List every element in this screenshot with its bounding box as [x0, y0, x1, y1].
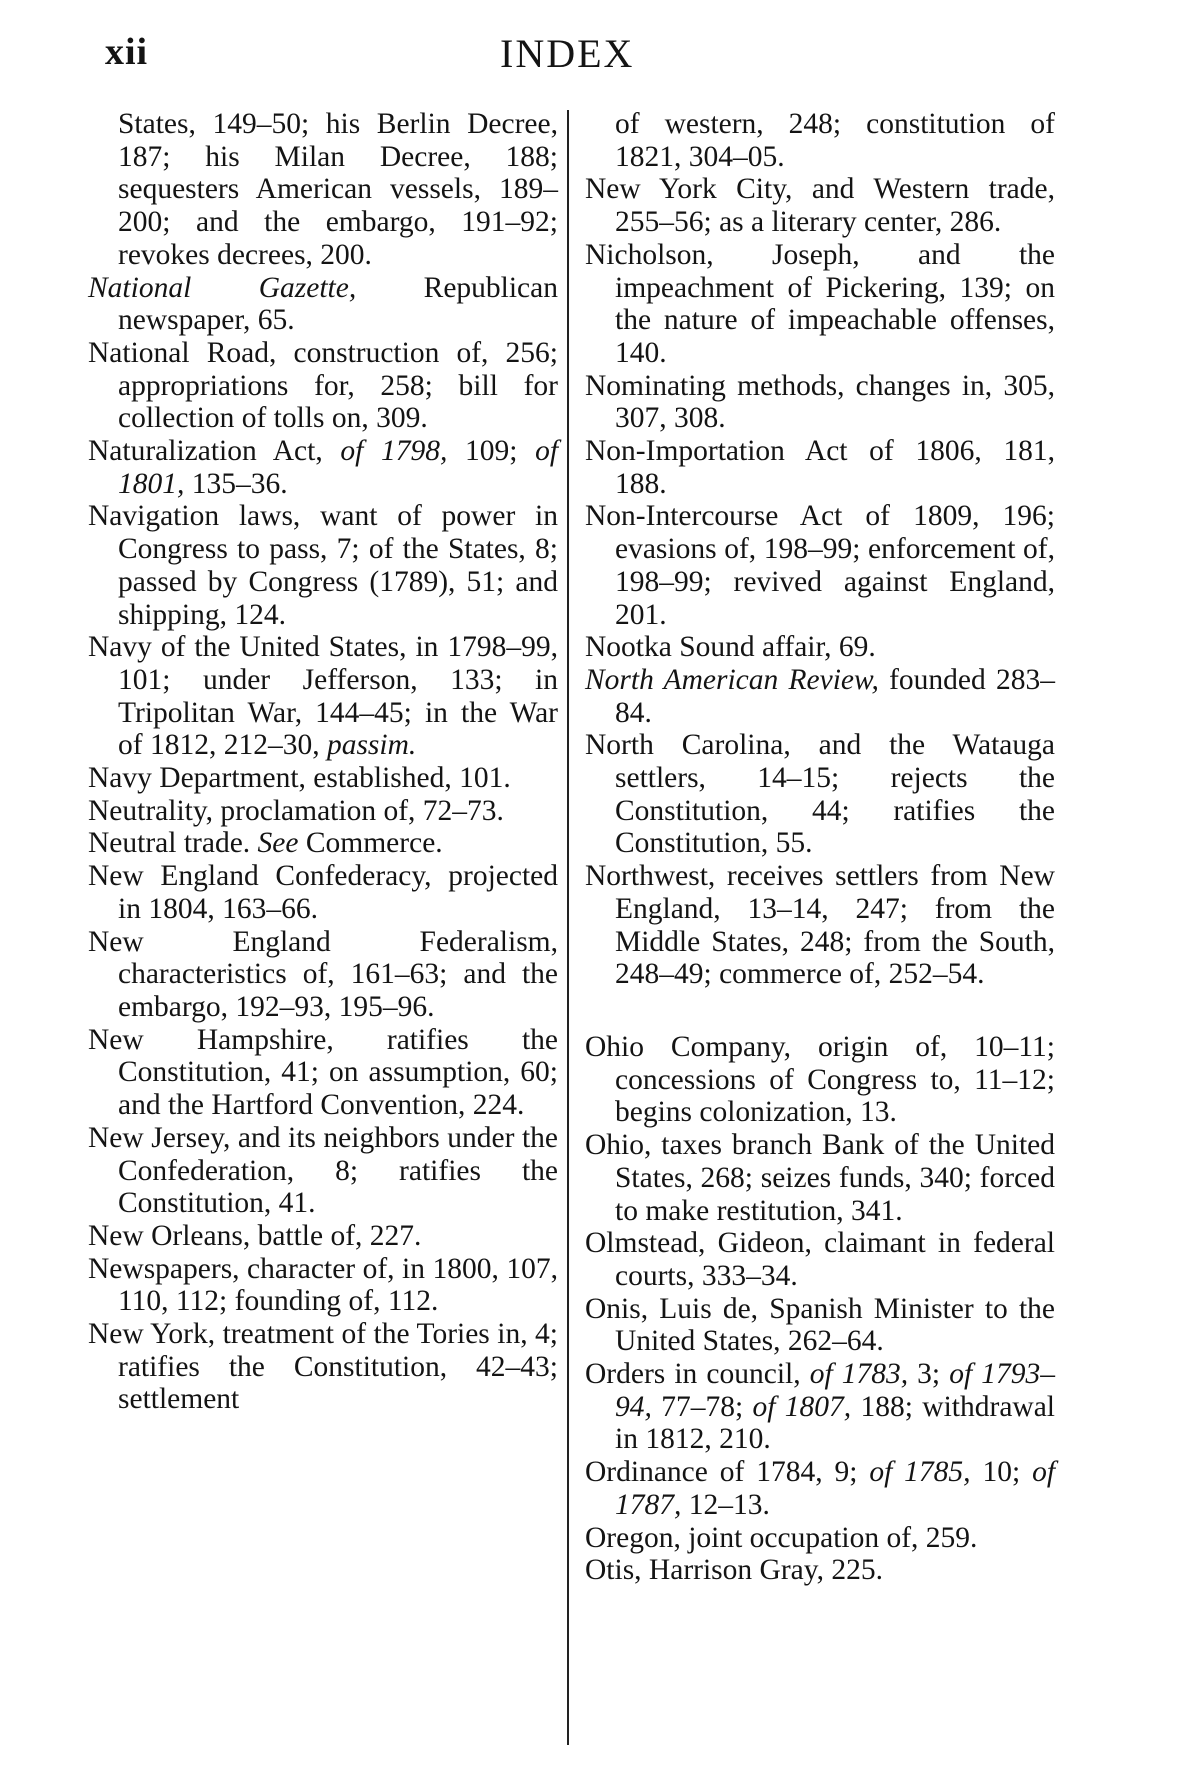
left-column — [88, 108, 558, 1416]
index-entry-navy-department: Navy Department, established, 101. — [88, 762, 511, 795]
index-entry-national-gazette — [88, 272, 558, 337]
index-entry-ohio: Ohio, taxes branch Bank of the United States, 268; seizes funds, 340; forced to make restitution, 341. — [585, 1129, 1055, 1227]
index-entry-neutrality: Neutrality, proclamation of, 72–73. — [88, 794, 504, 827]
index-entry-nootka: Nootka Sound affair, 69. — [585, 631, 876, 664]
index-entry-ne-federalism: New England Federalism, characteristics of, 161–63; and the embargo, 192–93, 195–96. — [88, 925, 558, 1023]
index-entry-newspapers: Newspapers, character of, in 1800, 107, 110, 112; founding of, 112. — [88, 1252, 558, 1318]
entry-text: Republican newspaper, 65. — [118, 271, 558, 337]
index-entry-ordinance — [585, 1456, 1055, 1521]
page-header — [95, 30, 1095, 90]
index-entry-onis: Onis, Luis de, Spanish Minister to the United States, 262–64. — [585, 1292, 1055, 1358]
entry-text: Orders in council, — [585, 1358, 810, 1391]
entry-text: Commerce. — [298, 827, 443, 860]
index-entry-new-york: New York, treatment of the Tories in, 4; ratifies the Constitution, 42–43; settlement — [88, 1318, 558, 1416]
right-column — [585, 108, 1055, 1587]
index-entry-ne-confederacy: New England Confederacy, projected in 1804, 163–66. — [88, 860, 558, 925]
index-entry-continuation: States, 149–50; his Berlin Decree, 187; his Milan Decree, 188; sequesters American vessels, 189–200; and the embargo, 191–92; revokes decrees, 200. — [118, 108, 558, 271]
entry-italic: of 1783, — [809, 1358, 909, 1391]
entry-italic: passim. — [326, 729, 417, 762]
index-entry-non-importation: Non-Importation Act of 1806, 181, 188. — [585, 435, 1055, 500]
index-entry-navy — [88, 631, 558, 762]
entry-text: Neutral trade. — [88, 827, 258, 860]
entry-text: 109; — [447, 435, 536, 468]
index-entry-continuation: of western, 248; constitution of 1821, 304–05. — [615, 108, 1055, 173]
entry-text: 10; — [970, 1456, 1033, 1489]
index-entry-oregon: Oregon, joint occupation of, 259. — [585, 1521, 978, 1554]
entry-text: 77–78; — [651, 1390, 753, 1423]
entry-italic: of 1801, — [118, 435, 559, 500]
index-entry-northwest: Northwest, receives settlers from New England, 13–14, 247; from the Middle States, 248; from the South, 248–49; commerce of, 252–54. — [585, 860, 1055, 991]
entry-italic: of 1785, — [869, 1456, 971, 1489]
index-entry-new-orleans: New Orleans, battle of, 227. — [88, 1219, 422, 1252]
index-entry-naturalization-act — [88, 435, 558, 500]
entry-italic: See — [257, 827, 299, 860]
index-entry-olmstead: Olmstead, Gideon, claimant in federal courts, 333–34. — [585, 1227, 1055, 1292]
index-entry-north-carolina: North Carolina, and the Watauga settlers, 14–15; rejects the Constitution, 44; ratifies the Constitution, 55. — [585, 729, 1055, 860]
index-entry-nominating: Nominating methods, changes in, 305, 307, 308. — [585, 369, 1055, 435]
index-entry-nicholson: Nicholson, Joseph, and the impeachment of Pickering, 139; on the nature of impeachable offenses, 140. — [585, 238, 1055, 369]
entry-italic: of 1793–94, — [615, 1358, 1055, 1423]
entry-term: National Gazette, — [88, 271, 357, 304]
entry-text: 3; — [908, 1358, 950, 1391]
page-number: xii — [105, 31, 149, 73]
entry-text: Naturalization Act, — [88, 435, 341, 468]
entry-text: Navy of the United States, in 1798–99, 101; under Jefferson, 133; in Tripolitan War, 144–45; in the War of 1812, 212–30, — [88, 631, 558, 762]
running-head: INDEX — [500, 31, 635, 76]
index-entry-otis: Otis, Harrison Gray, 225. — [585, 1554, 883, 1587]
index-entry-north-american-review — [585, 664, 1055, 729]
entry-italic: of 1787, — [615, 1456, 1056, 1521]
index-entry-new-hampshire: New Hampshire, ratifies the Constitution, 41; on assumption, 60; and the Hartford Convention, 224. — [88, 1023, 558, 1122]
entry-text: 188; withdrawal in 1812, 210. — [615, 1390, 1055, 1456]
index-entry-non-intercourse: Non-Intercourse Act of 1809, 196; evasions of, 198–99; enforcement of, 198–99; revived against England, 201. — [585, 500, 1055, 631]
column-divider — [567, 110, 569, 1745]
entry-text: 135–36. — [184, 467, 288, 500]
index-entry-national-road: National Road, construction of, 256; appropriations for, 258; bill for collection of tolls on, 309. — [88, 336, 558, 435]
index-entry-orders-in-council — [585, 1358, 1055, 1456]
entry-italic: of 1807, — [752, 1390, 852, 1423]
entry-term: North American Review, — [585, 663, 879, 696]
section-gap — [585, 991, 1055, 1031]
index-entry-navigation-laws: Navigation laws, want of power in Congress to pass, 7; of the States, 8; passed by Congress (1789), 51; and shipping, 124. — [88, 500, 558, 631]
index-entry-new-jersey: New Jersey, and its neighbors under the Confederation, 8; ratifies the Constitution, 41. — [88, 1121, 558, 1220]
entry-text: founded 283–84. — [615, 663, 1055, 729]
index-entry-new-york-city: New York City, and Western trade, 255–56; as a literary center, 286. — [585, 173, 1055, 239]
index-entry-ohio-company: Ohio Company, origin of, 10–11; concessions of Congress to, 11–12; begins colonization, 13. — [585, 1030, 1055, 1129]
index-entry-neutral-trade — [88, 827, 558, 860]
entry-text: 12–13. — [681, 1488, 770, 1521]
entry-italic: of 1798, — [340, 435, 448, 468]
entry-text: Ordinance of 1784, 9; — [585, 1456, 870, 1489]
